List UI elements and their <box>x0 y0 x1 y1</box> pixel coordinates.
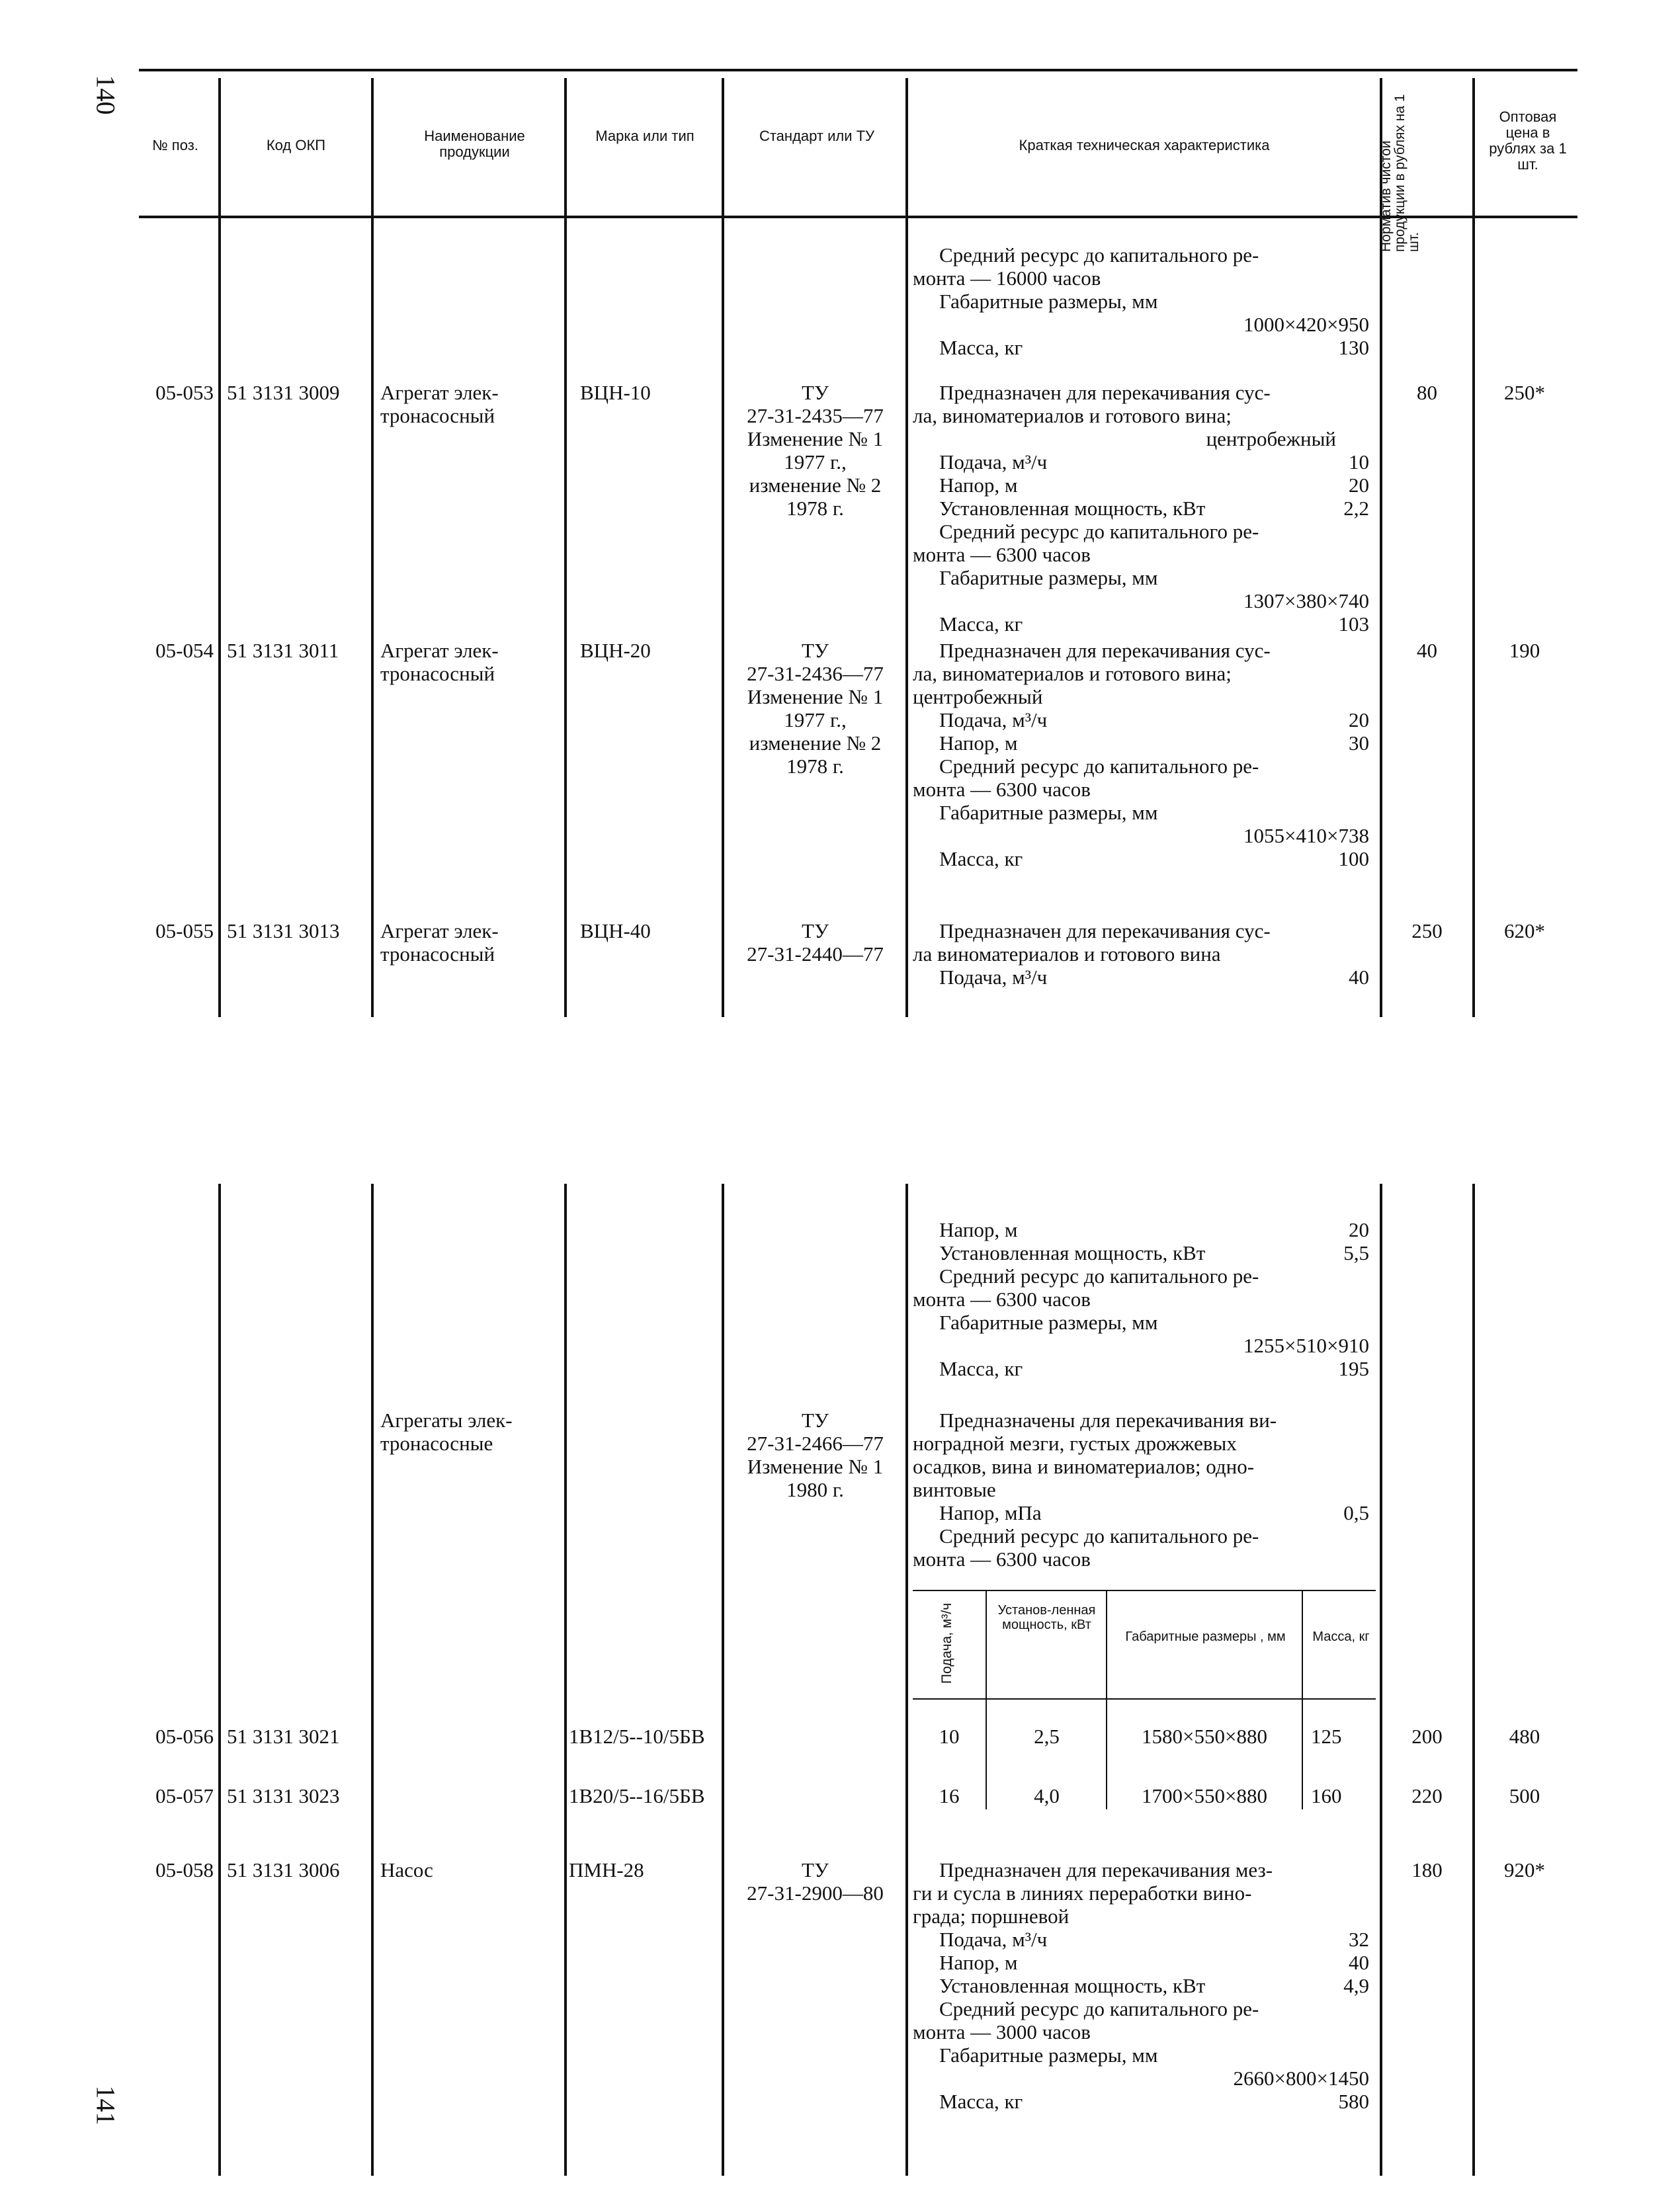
group-name: Агрегаты элек-тронасосные <box>380 1409 513 1455</box>
col-sep <box>371 78 374 1017</box>
spec-cell: Предназначен для перекачивания сус- ла, виноматериалов и готового вина; центробежный Подача, м³/ч 20 Напор, м 30 Средний ресурс до капитального ре- монта — 6300 часов Габаритные размеры, мм 1055×410×738 Масса, кг 100 <box>913 639 1369 870</box>
okp-cell: 51 3131 3013 <box>227 919 340 942</box>
dims-cell: 1700×550×880 <box>1142 1784 1267 1807</box>
okp-cell: 51 3131 3009 <box>227 381 340 404</box>
subtable-sep <box>986 1591 987 1809</box>
spec-cell: Предназначен для перекачивания сус- ла, виноматериалов и готового вина; центробежный Подача, м³/ч 10 Напор, м 20 Установленная мощность, кВт 2,2 Средний ресурс до капитального ре- монта — 6300 часов Габаритные размеры, мм 1307×380×740 Масса, кг 103 <box>913 381 1369 636</box>
top-carryover: Средний ресурс до капитального ре- монта — 16000 часов Габаритные размеры, мм 1000×420×950 Масса, кг 130 <box>913 243 1369 359</box>
norm-cell: 80 <box>1417 381 1437 404</box>
norm-cell: 200 <box>1411 1725 1443 1748</box>
mass-cell: 125 <box>1311 1725 1342 1748</box>
group-standard: ТУ 27-31-2466—77 Изменение № 1 1980 г. <box>747 1409 884 1501</box>
pos-cell: 05-054 <box>155 639 214 662</box>
price-cell: 500 <box>1509 1784 1540 1807</box>
brand-cell: 1В20/5--16/5БВ <box>569 1784 705 1807</box>
col-sep <box>218 78 221 1017</box>
standard-cell: ТУ 27-31-2900—80 <box>747 1858 884 1905</box>
name-cell: Агрегат элек-тронасосный <box>380 381 499 427</box>
okp-cell: 51 3131 3021 <box>227 1725 340 1748</box>
subtable-header-feed: Подача, м³/ч <box>939 1602 954 1684</box>
spec-cell: Предназначен для перекачивания мез- ги и сусла в линиях переработки вино- града; поршневой Подача, м³/ч 32 Напор, м 40 Установленная мощность, кВт 4,9 Средний ресурс до капитального ре- монта — 3000 часов Габаритные размеры, мм 2660×800×1450 Масса, кг 580 <box>913 1858 1369 2113</box>
header-okp: Код ОКП <box>266 137 326 153</box>
brand-cell: ВЦН-20 <box>580 639 651 662</box>
spec-cell: Предназначен для перекачивания сус- ла виноматериалов и готового вина Подача, м³/ч 40 <box>913 919 1369 989</box>
brand-cell: 1В12/5--10/5БВ <box>569 1725 705 1748</box>
subtable-header-mass: Масса, кг <box>1312 1630 1370 1644</box>
col-sep <box>722 1184 724 2176</box>
pos-cell: 05-057 <box>155 1784 214 1807</box>
col-sep <box>218 1184 221 2176</box>
name-cell: Агрегат элек-тронасосный <box>380 639 499 685</box>
col-sep <box>371 1184 374 2176</box>
okp-cell: 51 3131 3011 <box>227 639 339 662</box>
price-cell: 250* <box>1504 381 1545 404</box>
col-sep <box>722 78 724 1017</box>
feed-cell: 16 <box>939 1784 960 1807</box>
norm-cell: 180 <box>1411 1858 1443 1881</box>
power-cell: 4,0 <box>1034 1784 1060 1807</box>
group-desc: Предназначены для перекачивания ви- ноградной мезги, густых дрожжевых осадков, вина и виноматериалов; одно- винтовые Напор, мПа 0,5 Средний ресурс до капитального ре- монта — 6300 часов <box>913 1409 1369 1571</box>
price-cell: 620* <box>1504 919 1545 942</box>
subtable-sep <box>1302 1591 1303 1809</box>
standard-cell: ТУ 27-31-2436—77 Изменение № 1 1977 г., изменение № 2 1978 г. <box>747 639 884 778</box>
brand-cell: ВЦН-40 <box>580 919 651 942</box>
okp-cell: 51 3131 3006 <box>227 1858 340 1881</box>
norm-cell: 40 <box>1417 639 1437 662</box>
subtable-sep <box>1106 1591 1107 1809</box>
price-cell: 190 <box>1509 639 1540 662</box>
col-sep <box>905 1184 908 2176</box>
top-table-rule-top <box>139 69 1577 71</box>
power-cell: 2,5 <box>1034 1725 1060 1748</box>
header-standard: Стандарт или ТУ <box>759 128 875 144</box>
header-pos: № поз. <box>152 137 198 153</box>
okp-cell: 51 3131 3023 <box>227 1784 340 1807</box>
col-sep <box>1380 1184 1382 2176</box>
price-cell: 920* <box>1504 1858 1545 1881</box>
header-price: Оптовая цена в рублях за 1 шт. <box>1489 108 1567 173</box>
feed-cell: 10 <box>939 1725 960 1748</box>
brand-cell: ПМН-28 <box>569 1858 644 1881</box>
col-sep <box>1472 78 1475 1017</box>
standard-cell: ТУ 27-31-2440—77 <box>747 919 884 966</box>
col-sep <box>1472 1184 1475 2176</box>
subtable-header-power: Установ-ленная мощность, кВт <box>997 1603 1096 1632</box>
subtable-rule-top <box>913 1590 1376 1591</box>
subtable-header-dims: Габаритные размеры , мм <box>1125 1630 1286 1644</box>
col-sep <box>905 78 908 1017</box>
col-sep <box>564 78 567 1017</box>
brand-cell: ВЦН-10 <box>580 381 651 404</box>
top-table-rule-header <box>139 216 1577 218</box>
price-cell: 480 <box>1509 1725 1540 1748</box>
page-number-bottom: 141 <box>91 2085 121 2125</box>
mass-cell: 160 <box>1311 1784 1342 1807</box>
dims-cell: 1580×550×880 <box>1142 1725 1267 1748</box>
subtable-rule-header <box>913 1698 1376 1700</box>
header-brand: Марка или тип <box>595 128 694 144</box>
pos-cell: 05-056 <box>155 1725 214 1748</box>
col-sep <box>564 1184 567 2176</box>
pos-cell: 05-058 <box>155 1858 214 1881</box>
bottom-carryover: Напор, м 20 Установленная мощность, кВт 5,5 Средний ресурс до капитального ре- монта — 6300 часов Габаритные размеры, мм 1255×510×910 Масса, кг 195 <box>913 1218 1369 1380</box>
norm-cell: 250 <box>1411 919 1443 942</box>
name-cell: Насос <box>380 1858 433 1881</box>
norm-cell: 220 <box>1411 1784 1443 1807</box>
header-norm: Норматив чистой продукции в рублях на 1 шт. <box>1378 94 1421 252</box>
pos-cell: 05-053 <box>155 381 214 404</box>
standard-cell: ТУ 27-31-2435—77 Изменение № 1 1977 г., изменение № 2 1978 г. <box>747 381 884 520</box>
page-number-top: 140 <box>91 75 121 115</box>
header-spec: Краткая техническая характеристика <box>1019 137 1270 153</box>
name-cell: Агрегат элек-тронасосный <box>380 919 499 966</box>
pos-cell: 05-055 <box>155 919 214 942</box>
header-name: Наименование продукции <box>424 128 525 160</box>
